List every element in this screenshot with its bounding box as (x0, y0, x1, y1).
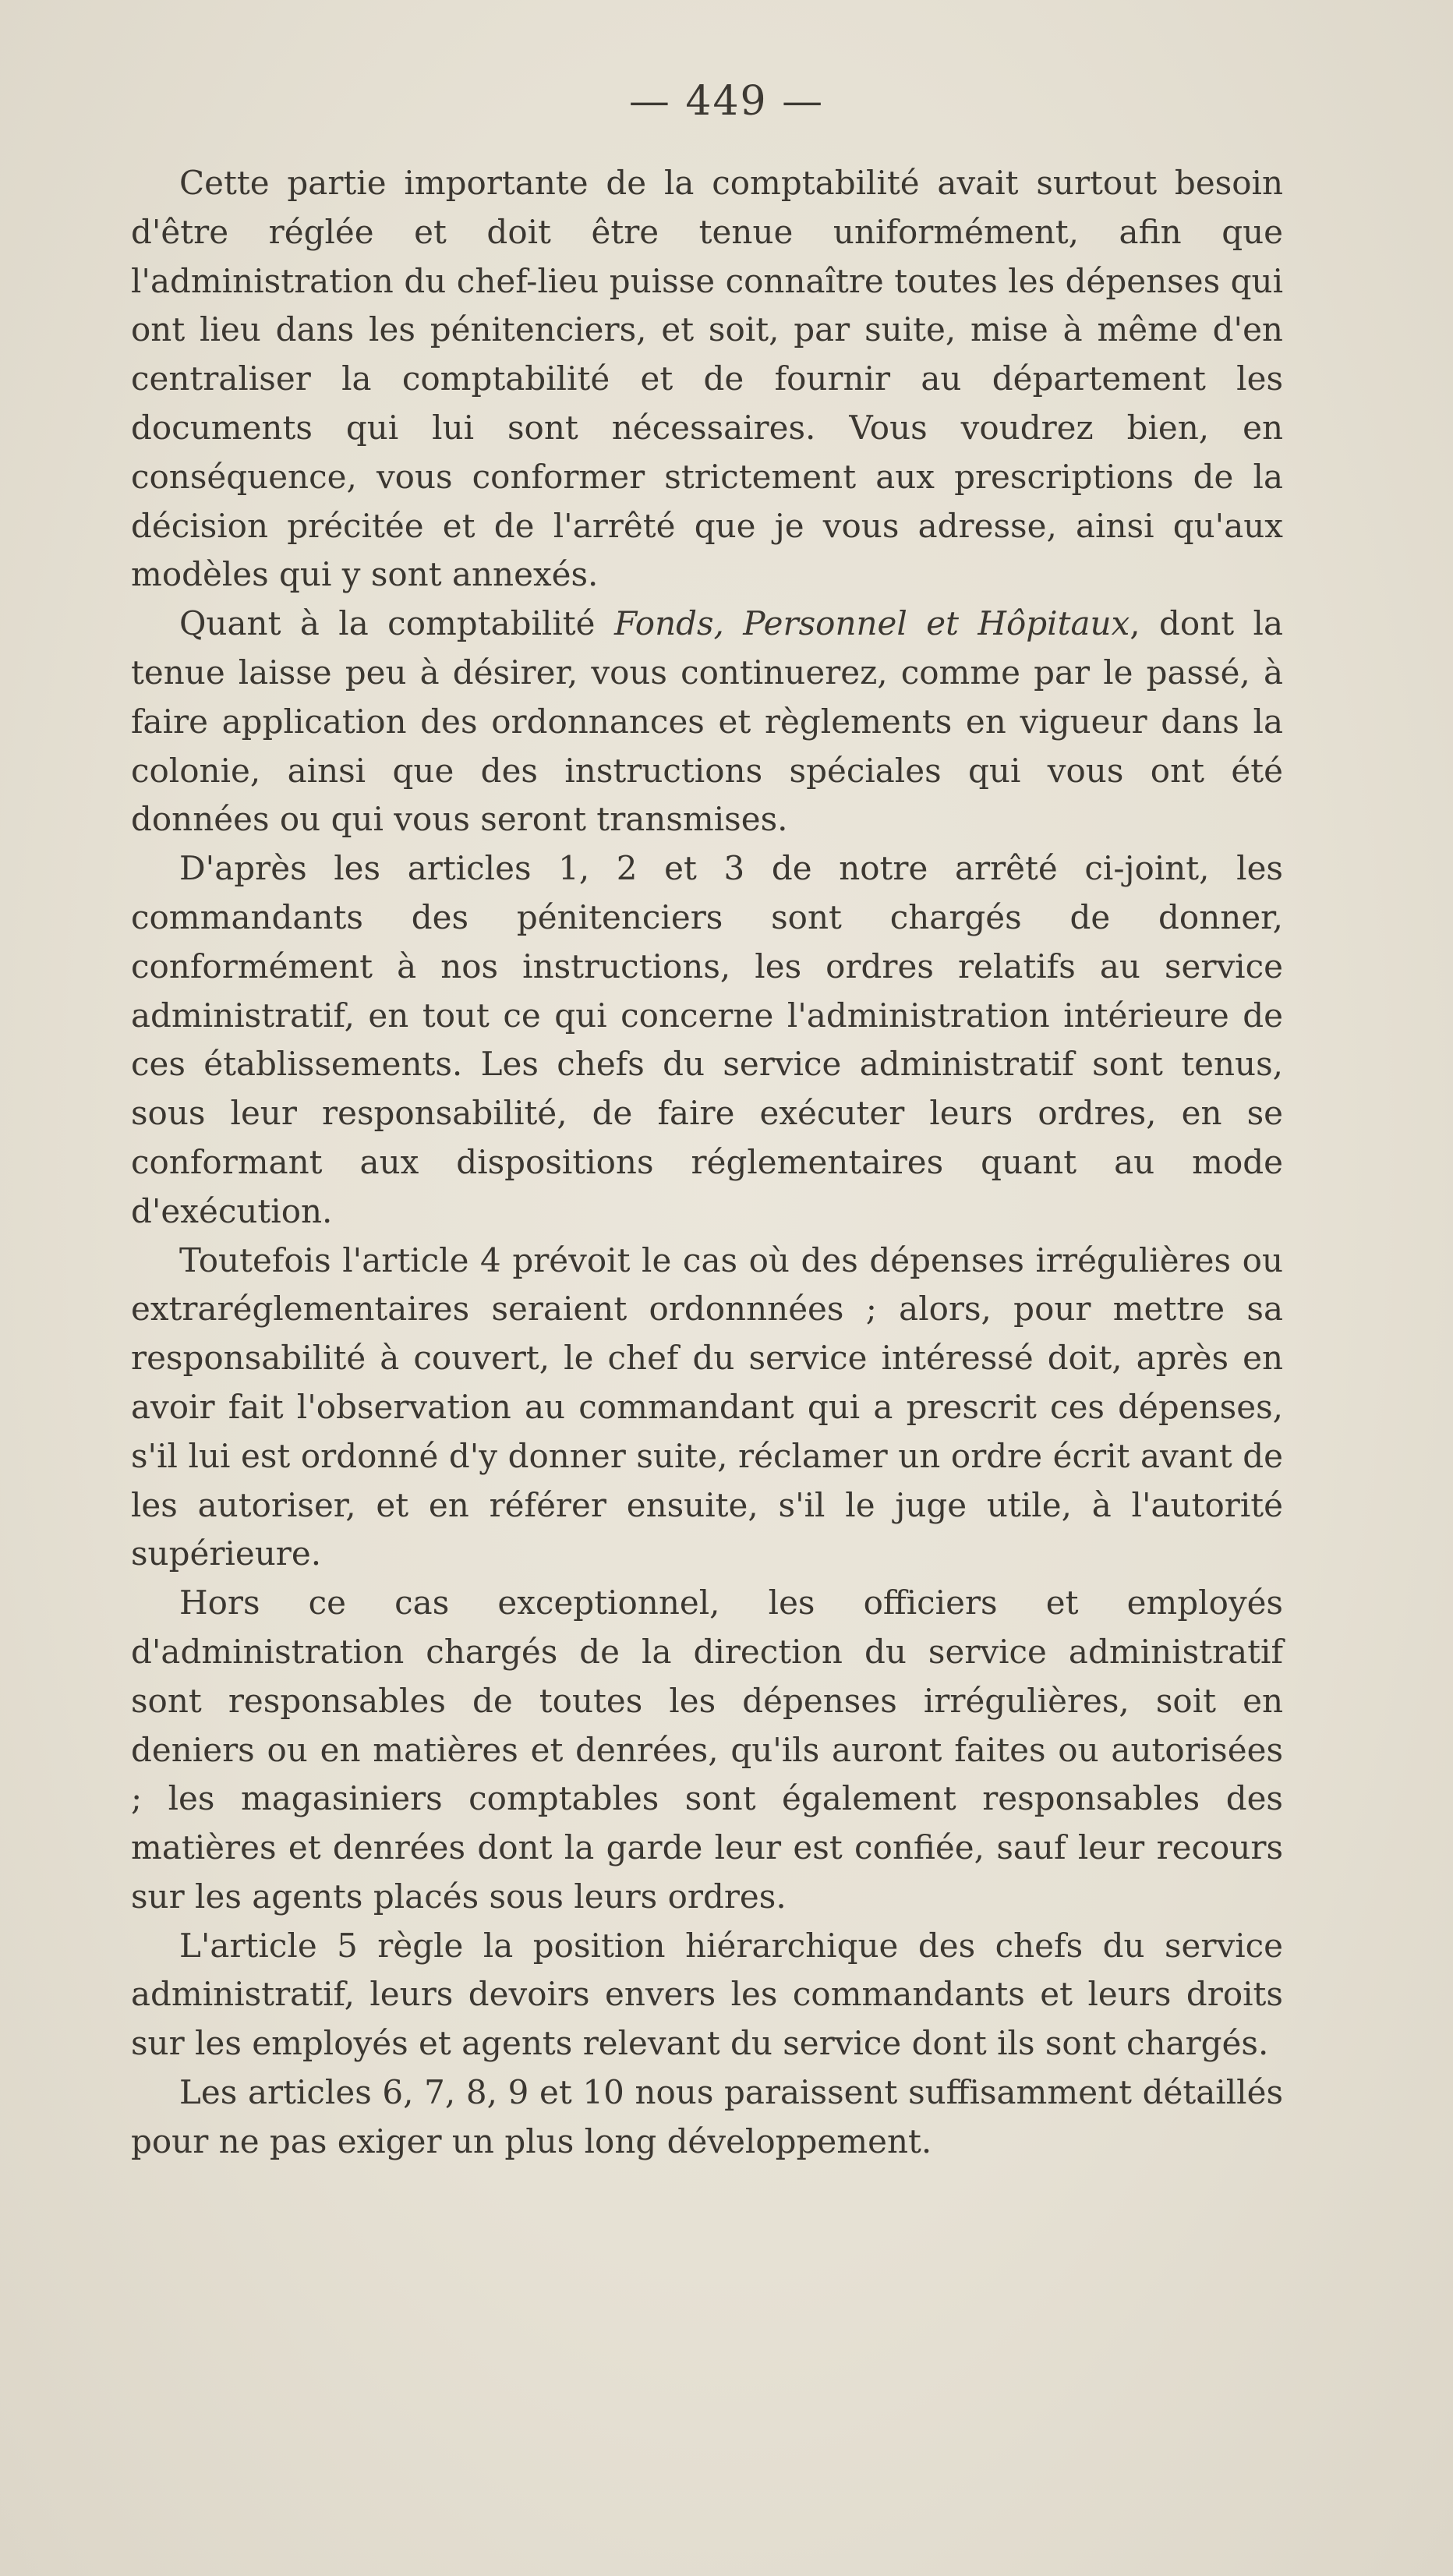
body-text (131, 159, 1283, 2167)
paragraph-6-text: L'article 5 règle la position hiérarchique des chefs du service administratif, leurs devoirs envers les commandants et leurs droits sur les employés et agents relevant du service dont ils sont chargés. (131, 1926, 1283, 2063)
paragraph-6 (131, 1922, 1283, 2068)
paragraph-2-text-end: , dont la tenue laisse peu à désirer, vous continuerez, comme par le passé, à faire application des ordonnances et règlements en vigueur dans la colonie, ainsi que des instructions spéciales qui vous ont été données ou qui vous seront transmises. (131, 604, 1283, 839)
paragraph-4-text: Toutefois l'article 4 prévoit le cas où des dépenses irrégulières ou extraréglementaires seraient ordonnnées ; alors, pour mettre sa responsabilité à couvert, le chef du service intéressé doit, après en avoir fait l'observation au commandant qui a prescrit ces dépenses, s'il lui est ordonné d'y donner suite, réclamer un ordre écrit avant de les autoriser, et en référer ensuite, s'il le juge utile, à l'autorité supérieure. (131, 1240, 1283, 1573)
page-number: — 449 — (628, 78, 825, 125)
paragraph-7-text: Les articles 6, 7, 8, 9 et 10 nous paraissent suffisamment détaillés pour ne pas exiger un plus long développement. (131, 2073, 1283, 2160)
paragraph-3 (131, 844, 1283, 1236)
paragraph-3-text: D'après les articles 1, 2 et 3 de notre arrêté ci-joint, les commandants des pénitenciers sont chargés de donner, conformément à nos instructions, les ordres relatifs au service administratif, en tout ce qui concerne l'administration intérieure de ces établissements. Les chefs du service administratif sont tenus, sous leur responsabilité, de faire exécuter leurs ordres, en se conformant aux dispositions réglementaires quant au mode d'exécution. (131, 849, 1283, 1230)
paragraph-5 (131, 1579, 1283, 1922)
paragraph-2-text-start: Quant à la comptabilité (179, 604, 614, 643)
paragraph-2-italic-heading: Fonds, Personnel et Hôpitaux (613, 604, 1130, 643)
paragraph-4 (131, 1237, 1283, 1580)
paragraph-1 (131, 159, 1283, 600)
paragraph-5-text: Hors ce cas exceptionnel, les officiers et employés d'administration chargés de la direction du service administratif sont responsables de toutes les dépenses irrégulières, soit en deniers ou en matières et denrées, qu'ils auront faites ou autorisées ; les magasiniers comptables sont également responsables des matières et denrées dont la garde leur est confiée, sauf leur recours sur les agents placés sous leurs ordres. (131, 1583, 1283, 1916)
paragraph-2 (131, 600, 1283, 844)
paragraph-1-text: Cette partie importante de la comptabilité avait surtout besoin d'être réglée et doit être tenue uniformément, afin que l'administration du chef-lieu puisse connaître toutes les dépenses qui ont lieu dans les pénitenciers, et soit, par suite, mise à même d'en centraliser la comptabilité et de fournir au département les documents qui lui sont nécessaires. Vous voudrez bien, en conséquence, vous conformer strictement aux prescriptions de la décision précitée et de l'arrêté que je vous adresse, ainsi qu'aux modèles qui y sont annexés. (131, 164, 1283, 594)
paragraph-7 (131, 2068, 1283, 2167)
